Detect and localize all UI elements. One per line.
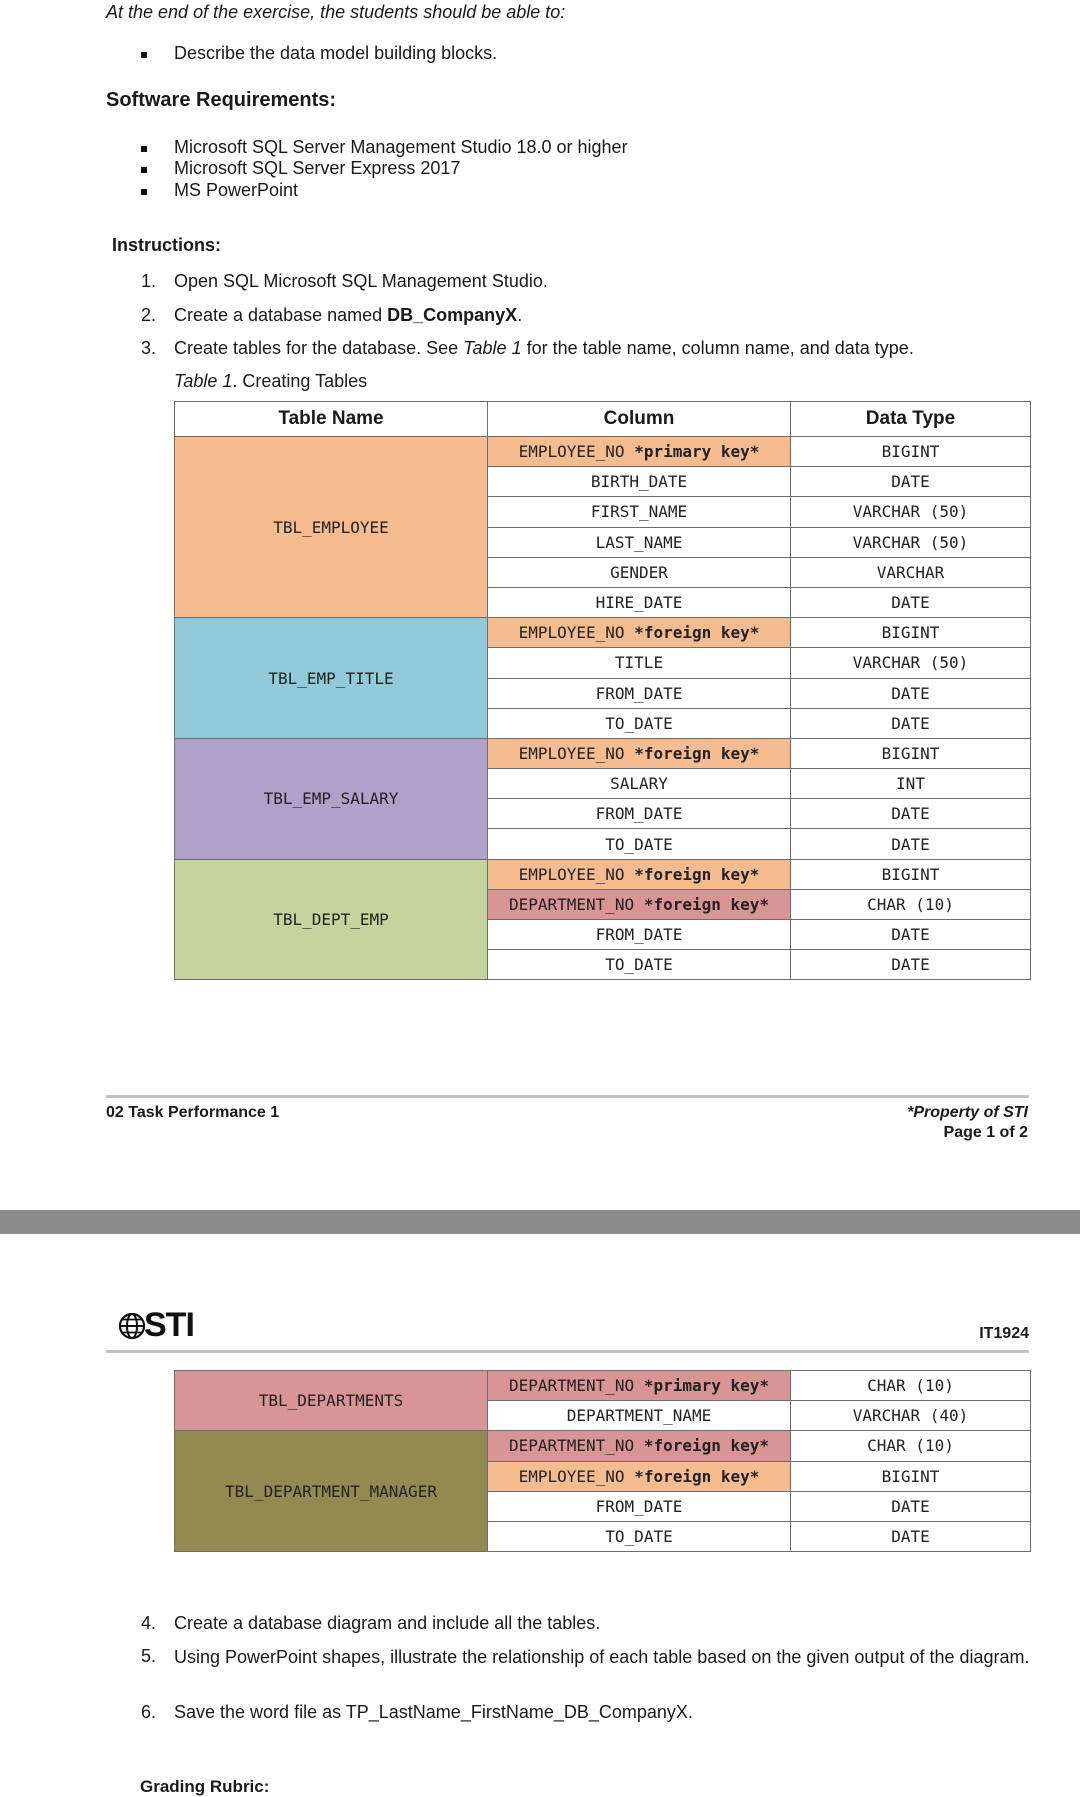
step-5: Using PowerPoint shapes, illustrate the relationship of each table based on the given output of the diagram. — [174, 1647, 1030, 1667]
data-type-cell: DATE — [791, 799, 1031, 829]
software-item-3: MS PowerPoint — [174, 180, 299, 200]
step-number: 1. — [141, 271, 157, 291]
data-type-cell: VARCHAR (50) — [791, 648, 1031, 678]
footer-rule — [106, 1095, 1029, 1098]
table-row — [175, 1431, 1031, 1461]
column-cell: TO_DATE — [488, 1521, 791, 1551]
column-cell: EMPLOYEE_NO *foreign key* — [488, 618, 791, 648]
table-row — [175, 618, 1031, 648]
data-type-cell: DATE — [791, 708, 1031, 738]
header-column: Column — [488, 402, 791, 437]
data-type-cell: VARCHAR (50) — [791, 527, 1031, 557]
step-4: Create a database diagram and include all the tables. — [174, 1613, 601, 1633]
column-cell: FROM_DATE — [488, 799, 791, 829]
column-cell: EMPLOYEE_NO *foreign key* — [488, 1461, 791, 1491]
bullet-icon — [141, 189, 147, 195]
step-number: 2. — [141, 305, 157, 325]
column-cell: DEPARTMENT_NO *foreign key* — [488, 889, 791, 919]
column-cell: BIRTH_DATE — [488, 467, 791, 497]
table-name-cell: TBL_DEPARTMENT_MANAGER — [175, 1431, 488, 1552]
software-heading: Software Requirements: — [106, 89, 337, 111]
data-type-cell: BIGINT — [791, 859, 1031, 889]
key-marker: *foreign key* — [643, 1436, 770, 1456]
column-cell: TO_DATE — [488, 829, 791, 859]
key-marker: *foreign key* — [634, 623, 760, 643]
column-cell: SALARY — [488, 769, 791, 799]
header-table-name: Table Name — [175, 402, 488, 437]
software-item-1: Microsoft SQL Server Management Studio 18.0 or higher — [174, 137, 628, 157]
data-type-cell: BIGINT — [791, 738, 1031, 768]
key-marker: *foreign key* — [634, 864, 760, 884]
data-type-cell: VARCHAR (50) — [791, 497, 1031, 527]
column-cell: LAST_NAME — [488, 527, 791, 557]
column-cell: FROM_DATE — [488, 678, 791, 708]
key-marker: *primary key* — [634, 442, 760, 462]
data-type-cell: CHAR (10) — [791, 1431, 1031, 1461]
instructions-heading: Instructions: — [112, 235, 222, 255]
step-1: Open SQL Microsoft SQL Management Studio. — [174, 271, 548, 291]
step-number: 4. — [141, 1613, 157, 1633]
database-name: DB_CompanyX — [387, 305, 518, 325]
key-marker: *primary key* — [643, 1376, 770, 1396]
course-code: IT1924 — [979, 1325, 1029, 1342]
table-row — [175, 1371, 1031, 1401]
column-cell: FROM_DATE — [488, 1491, 791, 1521]
table-name-cell: TBL_EMP_TITLE — [175, 618, 488, 739]
column-cell: DEPARTMENT_NAME — [488, 1401, 791, 1431]
sti-globe-icon — [118, 1311, 146, 1341]
header-rule — [106, 1350, 1029, 1353]
column-cell: TO_DATE — [488, 708, 791, 738]
column-cell: GENDER — [488, 557, 791, 587]
tables-spec-table — [174, 401, 1031, 980]
key-marker: *foreign key* — [634, 1466, 760, 1486]
data-type-cell: VARCHAR — [791, 557, 1031, 587]
column-cell: TO_DATE — [488, 950, 791, 980]
table-name-cell: TBL_EMPLOYEE — [175, 437, 488, 618]
table-row — [175, 738, 1031, 768]
data-type-cell: DATE — [791, 950, 1031, 980]
header-data-type: Data Type — [791, 402, 1031, 437]
page-divider — [0, 1210, 1080, 1234]
step-3: Create tables for the database. See Table 1 for the table name, column name, and data type. — [174, 338, 914, 358]
data-type-cell: DATE — [791, 467, 1031, 497]
table-row — [175, 437, 1031, 467]
column-cell: HIRE_DATE — [488, 587, 791, 617]
step-2: Create a database named DB_CompanyX. — [174, 305, 523, 325]
bullet-icon — [141, 52, 147, 58]
step-number: 3. — [141, 338, 157, 358]
data-type-cell: VARCHAR (40) — [791, 1401, 1031, 1431]
software-item-2: Microsoft SQL Server Express 2017 — [174, 158, 461, 178]
sti-logo: STI — [118, 1306, 194, 1345]
data-type-cell: BIGINT — [791, 1461, 1031, 1491]
table-name-cell: TBL_DEPARTMENTS — [175, 1371, 488, 1431]
column-cell: EMPLOYEE_NO *foreign key* — [488, 738, 791, 768]
grading-rubric-heading: Grading Rubric: — [140, 1777, 270, 1796]
table-name-cell: TBL_DEPT_EMP — [175, 859, 488, 980]
data-type-cell: DATE — [791, 829, 1031, 859]
data-type-cell: DATE — [791, 920, 1031, 950]
column-cell: DEPARTMENT_NO *foreign key* — [488, 1431, 791, 1461]
footer-property: *Property of STI — [907, 1104, 1028, 1121]
data-type-cell: CHAR (10) — [791, 1371, 1031, 1401]
column-cell: TITLE — [488, 648, 791, 678]
column-cell: DEPARTMENT_NO *primary key* — [488, 1371, 791, 1401]
table-name-cell: TBL_EMP_SALARY — [175, 738, 488, 859]
step-6: Save the word file as TP_LastName_FirstName_DB_CompanyX. — [174, 1702, 693, 1722]
data-type-cell: DATE — [791, 587, 1031, 617]
footer-doc-title: 02 Task Performance 1 — [106, 1104, 280, 1121]
table-row — [175, 859, 1031, 889]
data-type-cell: BIGINT — [791, 437, 1031, 467]
column-cell: EMPLOYEE_NO *foreign key* — [488, 859, 791, 889]
step-number: 5. — [141, 1646, 157, 1666]
step-number: 6. — [141, 1702, 157, 1722]
data-type-cell: DATE — [791, 1521, 1031, 1551]
footer-page-number: Page 1 of 2 — [943, 1124, 1028, 1141]
data-type-cell: CHAR (10) — [791, 889, 1031, 919]
objective-1: Describe the data model building blocks. — [174, 43, 498, 63]
bullet-icon — [141, 146, 147, 152]
intro-text: At the end of the exercise, the students should be able to: — [106, 2, 566, 22]
table-caption: Table 1. Creating Tables — [174, 371, 368, 391]
column-cell: FIRST_NAME — [488, 497, 791, 527]
column-cell: EMPLOYEE_NO *primary key* — [488, 437, 791, 467]
data-type-cell: BIGINT — [791, 618, 1031, 648]
bullet-icon — [141, 167, 147, 173]
key-marker: *foreign key* — [643, 894, 770, 914]
data-type-cell: INT — [791, 769, 1031, 799]
tables-spec-table-continued — [174, 1370, 1031, 1552]
data-type-cell: DATE — [791, 1491, 1031, 1521]
key-marker: *foreign key* — [634, 743, 760, 763]
data-type-cell: DATE — [791, 678, 1031, 708]
column-cell: FROM_DATE — [488, 920, 791, 950]
